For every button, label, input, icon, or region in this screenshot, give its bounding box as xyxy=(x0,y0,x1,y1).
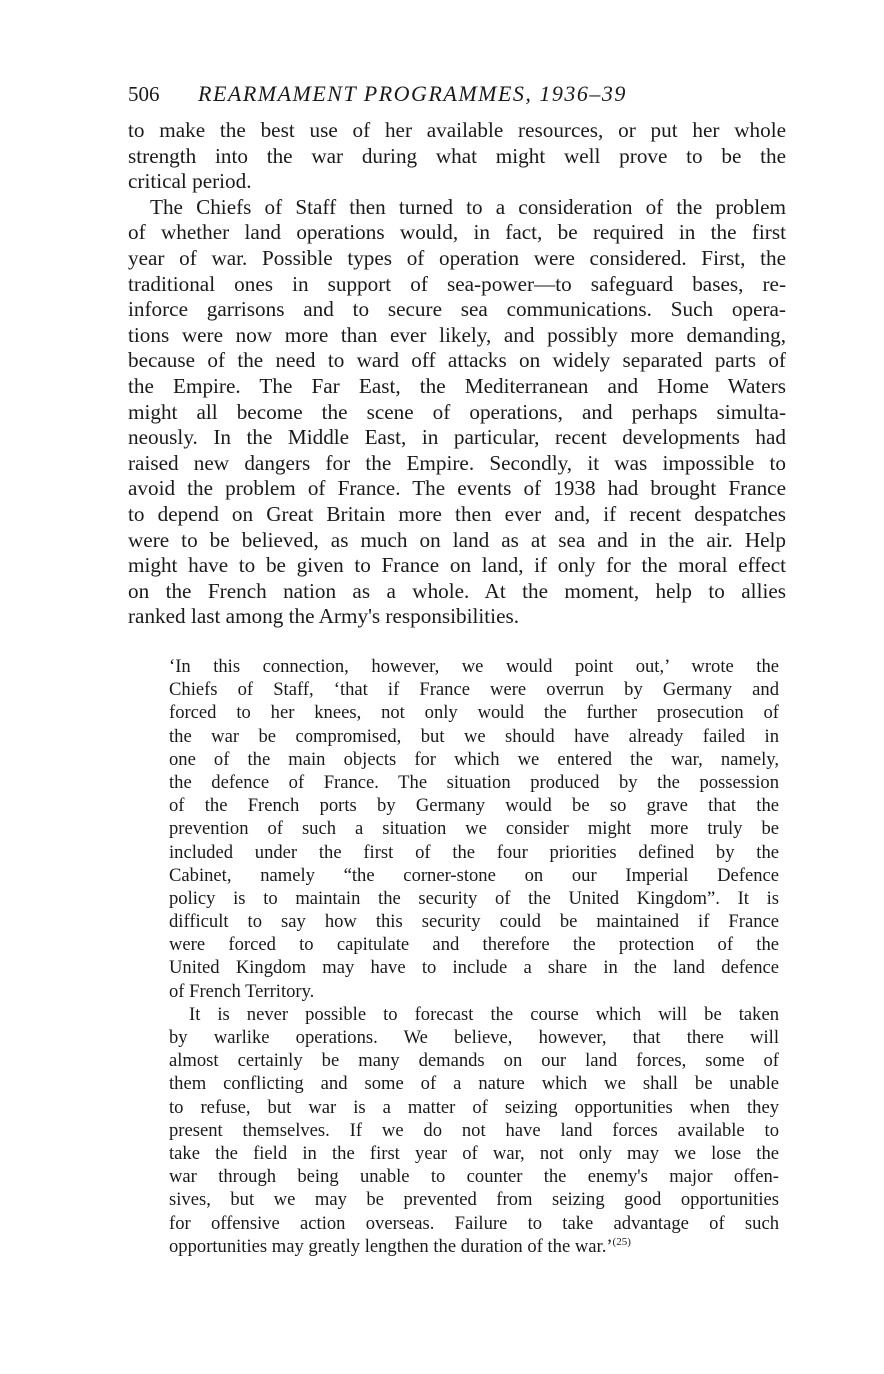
quote-line: It is never possible to forecast the course which will be taken xyxy=(189,1003,779,1025)
text-line: the Empire. The Far East, the Mediterranean and Home Waters xyxy=(128,373,786,398)
quote-line: Chiefs of Staff, ‘that if France were overrun by Germany and xyxy=(169,679,779,701)
quote-line: of French Territory. xyxy=(169,980,315,1002)
quote-line-final xyxy=(169,1235,779,1258)
paragraph-continuation xyxy=(128,118,786,195)
quote-line: them conflicting and some of a nature which we shall be unable xyxy=(169,1073,779,1095)
paragraph-chiefs-of-staff xyxy=(128,195,786,630)
quote-line: for offensive action overseas. Failure to take advantage of such xyxy=(169,1212,779,1234)
text-line: year of war. Possible types of operation were considered. First, the xyxy=(128,245,786,270)
quote-line: forced to her knees, not only would the further prosecution of xyxy=(169,702,779,724)
text-line: ranked last among the Army's responsibilities. xyxy=(128,604,520,629)
text-line: to make the best use of her available resources, or put her whole xyxy=(128,118,786,142)
quote-line: sives, but we may be prevented from seizing good opportunities xyxy=(169,1189,779,1211)
text-line: strength into the war during what might well prove to be the xyxy=(128,143,786,168)
quote-line: of the French ports by Germany would be so grave that the xyxy=(169,795,779,817)
text-line: might have to be given to France on land, if only for the moral effect xyxy=(128,553,786,578)
quote-line: present themselves. If we do not have land forces available to xyxy=(169,1119,779,1141)
text-line: neously. In the Middle East, in particular, recent developments had xyxy=(128,425,786,450)
quote-line: to refuse, but war is a matter of seizing opportunities when they xyxy=(169,1096,779,1118)
page-number: 506 xyxy=(128,82,160,106)
quote-line: the war be compromised, but we should have already failed in xyxy=(169,725,779,747)
quote-line: one of the main objects for which we entered the war, namely, xyxy=(169,748,779,770)
text-line: traditional ones in support of sea-power—to safeguard bases, re- xyxy=(128,271,786,296)
text-line: might all become the scene of operations, and perhaps simulta- xyxy=(128,399,786,424)
text-line: were to be believed, as much on land as at sea and in the air. Help xyxy=(128,527,786,552)
footnote-reference[interactable]: (25) xyxy=(612,1235,631,1248)
quote-paragraph-france xyxy=(169,655,779,1003)
quote-line: ‘In this connection, however, we would point out,’ wrote the xyxy=(169,656,779,677)
quote-line: almost certainly be many demands on our land forces, some of xyxy=(169,1050,779,1072)
quote-line-text: opportunities may greatly lengthen the duration of the war.’ xyxy=(169,1235,613,1257)
quote-line: take the field in the first year of war, not only may we lose the xyxy=(169,1142,779,1164)
text-line: raised new dangers for the Empire. Secondly, it was impossible to xyxy=(128,450,786,475)
quote-line: included under the first of the four priorities defined by the xyxy=(169,841,779,863)
text-line: The Chiefs of Staff then turned to a consideration of the problem xyxy=(150,194,786,219)
text-line: because of the need to ward off attacks on widely separated parts of xyxy=(128,348,786,373)
quote-line: policy is to maintain the security of the United Kingdom”. It is xyxy=(169,887,779,909)
quote-line: by warlike operations. We believe, however, that there will xyxy=(169,1027,779,1048)
quote-line: Cabinet, namely “the corner-stone on our Imperial Defence xyxy=(169,864,779,886)
text-line: on the French nation as a whole. At the moment, help to allies xyxy=(128,578,786,603)
quote-line: prevention of such a situation we consider might more truly be xyxy=(169,818,779,840)
text-line: to depend on Great Britain more then ever and, if recent despatches xyxy=(128,501,786,526)
quote-line: war through being unable to counter the enemy's major offen- xyxy=(169,1166,779,1188)
quote-line: difficult to say how this security could be maintained if France xyxy=(169,911,779,933)
running-title: REARMAMENT PROGRAMMES, 1936–39 xyxy=(198,81,627,106)
text-line: avoid the problem of France. The events of 1938 had brought France xyxy=(128,476,786,501)
running-header xyxy=(128,80,728,108)
quote-paragraph-land-forces xyxy=(169,1003,779,1258)
text-line: inforce garrisons and to secure sea communications. Such opera- xyxy=(128,297,786,322)
quote-line: United Kingdom may have to include a share in the land defence xyxy=(169,957,779,979)
body-text xyxy=(128,118,786,630)
quote-line: the defence of France. The situation produced by the possession xyxy=(169,771,779,793)
quote-line: were forced to capitulate and therefore the protection of the xyxy=(169,934,779,956)
text-line: of whether land operations would, in fact, be required in the first xyxy=(128,220,786,245)
block-quote xyxy=(169,655,779,1258)
text-line: critical period. xyxy=(128,169,252,194)
text-line: tions were now more than ever likely, and possibly more demanding, xyxy=(128,322,786,347)
